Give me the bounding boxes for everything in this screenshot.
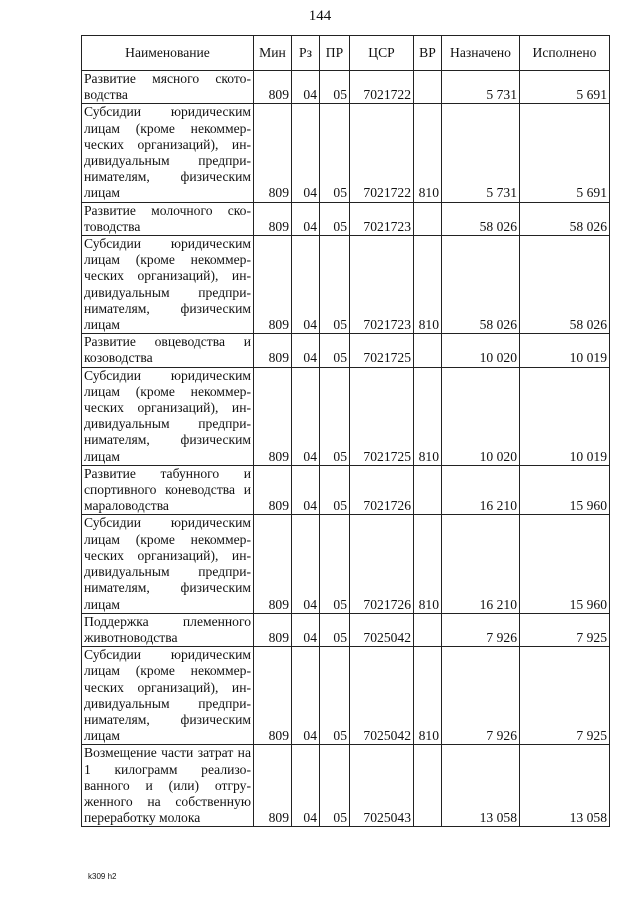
cell-csr: 7025042	[350, 613, 414, 646]
cell-assigned: 10 020	[442, 334, 520, 367]
table-row	[82, 647, 610, 745]
cell-min: 809	[254, 647, 292, 745]
header-csr: ЦСР	[350, 36, 414, 71]
cell-min: 809	[254, 104, 292, 202]
cell-pr: 05	[320, 71, 350, 104]
cell-assigned: 58 026	[442, 236, 520, 334]
cell-executed: 10 019	[520, 334, 610, 367]
table-header-row	[82, 36, 610, 71]
cell-rz: 04	[292, 202, 320, 235]
cell-name: Субсидии юридическим лицам (кроме некоммер-ческих организаций), ин-дивидуальным предпри-нимателям, физическим лицам	[82, 236, 254, 334]
cell-csr: 7021726	[350, 515, 414, 613]
cell-assigned: 16 210	[442, 515, 520, 613]
cell-min: 809	[254, 465, 292, 515]
table-row	[82, 515, 610, 613]
cell-pr: 05	[320, 613, 350, 646]
table-row	[82, 367, 610, 465]
cell-executed: 15 960	[520, 465, 610, 515]
cell-pr: 05	[320, 647, 350, 745]
cell-executed: 58 026	[520, 202, 610, 235]
cell-rz: 04	[292, 465, 320, 515]
cell-min: 809	[254, 236, 292, 334]
table-row	[82, 613, 610, 646]
table-row	[82, 236, 610, 334]
cell-rz: 04	[292, 334, 320, 367]
cell-vr: 810	[414, 104, 442, 202]
cell-pr: 05	[320, 334, 350, 367]
cell-vr	[414, 613, 442, 646]
cell-executed: 7 925	[520, 647, 610, 745]
table-row	[82, 104, 610, 202]
cell-csr: 7021722	[350, 71, 414, 104]
cell-rz: 04	[292, 613, 320, 646]
cell-pr: 05	[320, 202, 350, 235]
cell-name: Субсидии юридическим лицам (кроме некоммер-ческих организаций), ин-дивидуальным предпри-нимателям, физическим лицам	[82, 104, 254, 202]
cell-csr: 7021722	[350, 104, 414, 202]
cell-pr: 05	[320, 104, 350, 202]
cell-name: Возмещение части затрат на 1 килограмм реализо-ванного и (или) отгру-женного на собственную переработку молока	[82, 745, 254, 827]
table-row	[82, 745, 610, 827]
cell-pr: 05	[320, 236, 350, 334]
cell-executed: 7 925	[520, 613, 610, 646]
cell-assigned: 16 210	[442, 465, 520, 515]
cell-rz: 04	[292, 515, 320, 613]
cell-csr: 7025043	[350, 745, 414, 827]
cell-name: Развитие табунного и спортивного коневодства и мараловодства	[82, 465, 254, 515]
cell-executed: 5 691	[520, 104, 610, 202]
cell-csr: 7025042	[350, 647, 414, 745]
cell-min: 809	[254, 71, 292, 104]
cell-rz: 04	[292, 745, 320, 827]
cell-csr: 7021725	[350, 334, 414, 367]
cell-rz: 04	[292, 647, 320, 745]
header-min: Мин	[254, 36, 292, 71]
table-row	[82, 202, 610, 235]
cell-assigned: 13 058	[442, 745, 520, 827]
cell-min: 809	[254, 334, 292, 367]
cell-vr: 810	[414, 236, 442, 334]
cell-pr: 05	[320, 745, 350, 827]
cell-executed: 10 019	[520, 367, 610, 465]
table-row	[82, 334, 610, 367]
cell-name: Развитие овцеводства и козоводства	[82, 334, 254, 367]
cell-min: 809	[254, 745, 292, 827]
cell-name: Субсидии юридическим лицам (кроме некоммер-ческих организаций), ин-дивидуальным предпри-нимателям, физическим лицам	[82, 647, 254, 745]
cell-assigned: 5 731	[442, 71, 520, 104]
budget-table	[81, 35, 610, 827]
cell-pr: 05	[320, 367, 350, 465]
cell-name: Поддержка племенного животноводства	[82, 613, 254, 646]
header-vr: ВР	[414, 36, 442, 71]
cell-vr: 810	[414, 367, 442, 465]
header-pr: ПР	[320, 36, 350, 71]
header-executed: Исполнено	[520, 36, 610, 71]
cell-vr	[414, 745, 442, 827]
cell-min: 809	[254, 515, 292, 613]
cell-executed: 13 058	[520, 745, 610, 827]
cell-vr: 810	[414, 515, 442, 613]
cell-vr	[414, 71, 442, 104]
cell-rz: 04	[292, 104, 320, 202]
cell-assigned: 7 926	[442, 647, 520, 745]
cell-csr: 7021726	[350, 465, 414, 515]
cell-rz: 04	[292, 236, 320, 334]
cell-vr: 810	[414, 647, 442, 745]
footer-code: k309 h2	[88, 872, 117, 881]
cell-vr	[414, 334, 442, 367]
cell-vr	[414, 202, 442, 235]
cell-executed: 58 026	[520, 236, 610, 334]
cell-min: 809	[254, 613, 292, 646]
cell-csr: 7021725	[350, 367, 414, 465]
cell-name: Развитие молочного ско-товодства	[82, 202, 254, 235]
cell-assigned: 7 926	[442, 613, 520, 646]
header-name: Наименование	[82, 36, 254, 71]
cell-assigned: 10 020	[442, 367, 520, 465]
table-row	[82, 71, 610, 104]
cell-name: Развитие мясного ското-водства	[82, 71, 254, 104]
header-rz: Рз	[292, 36, 320, 71]
cell-vr	[414, 465, 442, 515]
table-row	[82, 465, 610, 515]
cell-rz: 04	[292, 71, 320, 104]
cell-assigned: 5 731	[442, 104, 520, 202]
cell-executed: 5 691	[520, 71, 610, 104]
header-assigned: Назначено	[442, 36, 520, 71]
cell-name: Субсидии юридическим лицам (кроме некоммер-ческих организаций), ин-дивидуальным предпри-нимателям, физическим лицам	[82, 515, 254, 613]
cell-pr: 05	[320, 465, 350, 515]
cell-rz: 04	[292, 367, 320, 465]
cell-min: 809	[254, 202, 292, 235]
cell-min: 809	[254, 367, 292, 465]
cell-assigned: 58 026	[442, 202, 520, 235]
cell-csr: 7021723	[350, 236, 414, 334]
cell-name: Субсидии юридическим лицам (кроме некоммер-ческих организаций), ин-дивидуальным предпри-нимателям, физическим лицам	[82, 367, 254, 465]
cell-pr: 05	[320, 515, 350, 613]
table-body	[82, 71, 610, 827]
page-number: 144	[308, 8, 332, 24]
cell-executed: 15 960	[520, 515, 610, 613]
cell-csr: 7021723	[350, 202, 414, 235]
